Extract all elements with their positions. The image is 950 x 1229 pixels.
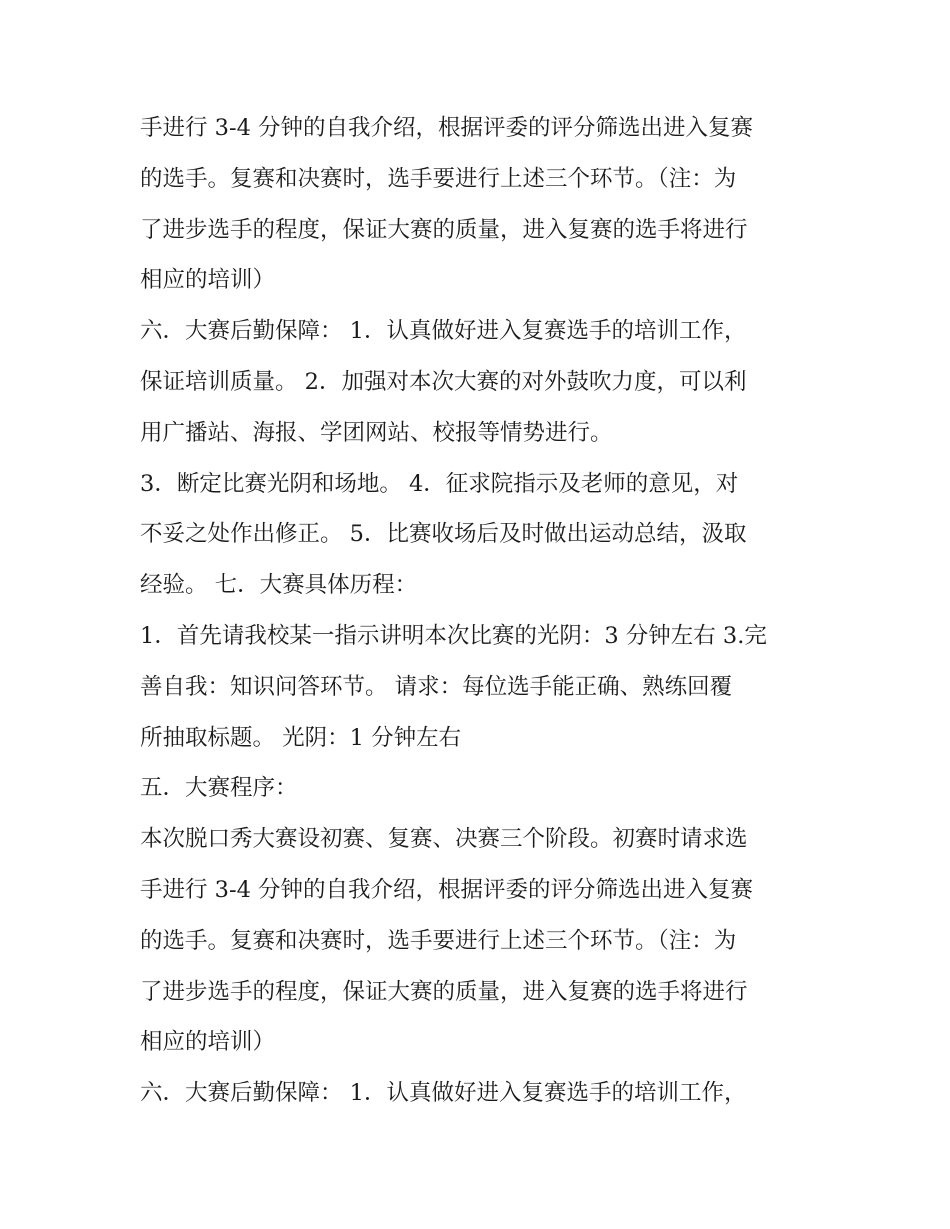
- text-line: 不妥之处作出修正。 5．比赛收场后及时做出运动总结，汲取: [140, 521, 747, 548]
- text-line: 本次脱口秀大赛设初赛、复赛、决赛三个阶段。初赛时请求选: [140, 826, 748, 853]
- text-line: 经验。 七．大赛具体历程：: [140, 572, 418, 599]
- text-line: 了进步选手的程度，保证大赛的质量，进入复赛的选手将进行: [140, 978, 748, 1005]
- text-line: 相应的培训）: [140, 267, 276, 294]
- section-heading-logistics: 六．大赛后勤保障： 1．认真做好进入复赛选手的培训工作，: [140, 1080, 747, 1107]
- text-line: 手进行 3-4 分钟的自我介绍，根据评委的评分筛选出进入复赛: [140, 115, 754, 141]
- text-line: 所抽取标题。 光阴：1 分钟左右: [140, 724, 462, 751]
- text-line: 用广播站、海报、学团网站、校报等情势进行。: [140, 419, 613, 446]
- text-line: 相应的培训）: [140, 1029, 276, 1056]
- text-line: 3．断定比赛光阴和场地。 4．征求院指示及老师的意见，对: [140, 470, 739, 497]
- text-line: 了进步选手的程度，保证大赛的质量，进入复赛的选手将进行: [140, 216, 748, 243]
- text-line: 的选手。复赛和决赛时，选手要进行上述三个环节。（注：为: [140, 165, 737, 192]
- text-line: 的选手。复赛和决赛时，选手要进行上述三个环节。（注：为: [140, 927, 737, 954]
- document-body: [140, 103, 820, 1119]
- section-heading-logistics: 六．大赛后勤保障： 1．认真做好进入复赛选手的培训工作，: [140, 318, 747, 345]
- text-line: 手进行 3-4 分钟的自我介绍，根据评委的评分筛选出进入复赛: [140, 876, 754, 903]
- section-heading-procedure: 五．大赛程序：: [140, 775, 298, 802]
- text-line: 1．首先请我校某一指示讲明本次比赛的光阴：3 分钟左右 3.完: [140, 622, 767, 649]
- text-line: 善自我：知识问答环节。 请求：每位选手能正确、熟练回覆: [140, 673, 733, 700]
- text-line: 保证培训质量。 2．加强对本次大赛的对外鼓吹力度，可以利: [140, 368, 747, 395]
